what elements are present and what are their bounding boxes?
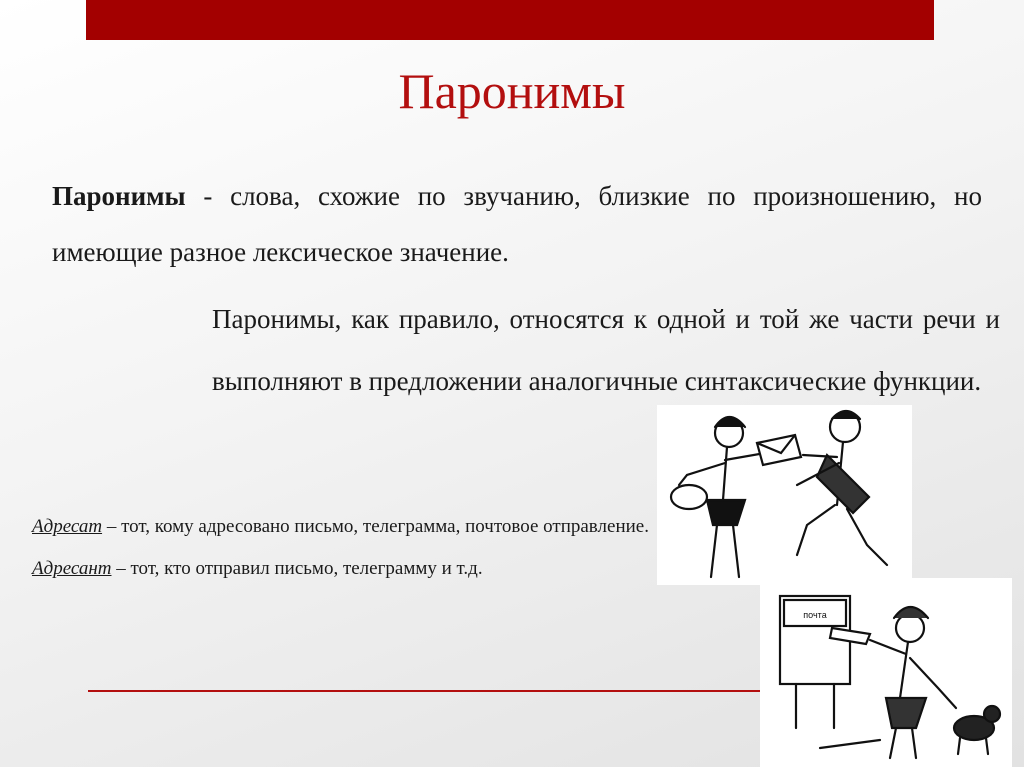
definition-paragraph [52,168,982,280]
definition-term: Паронимы [52,181,186,211]
example-text-sender: – тот, кто отправил письмо, телеграмму и т.д. [111,558,483,579]
rule-paragraph: Паронимы, как правило, относятся к одной и той же части речи и выполняют в предложении аналогичные синтаксические функции. [212,304,1000,396]
top-accent-bar [86,0,934,40]
mailbox-sign: почта [803,610,827,620]
example-sender [32,548,652,590]
bottom-divider [88,690,768,692]
example-text-addressee: – тот, кому адресовано письмо, телеграмма, почтовое отправление. [102,516,649,537]
example-addressee [32,506,652,548]
illustration-letter-exchange [657,405,912,585]
example-term-addressee: Адресат [32,516,103,537]
example-term-sender: Адресант [32,558,112,579]
definition-text: - слова, схожие по звучанию, близкие по произношению, но имеющие разное лексическое значение. [52,181,982,267]
slide-title: Паронимы [398,63,626,119]
illustration-mailbox [760,578,1012,767]
examples-block [32,506,652,590]
